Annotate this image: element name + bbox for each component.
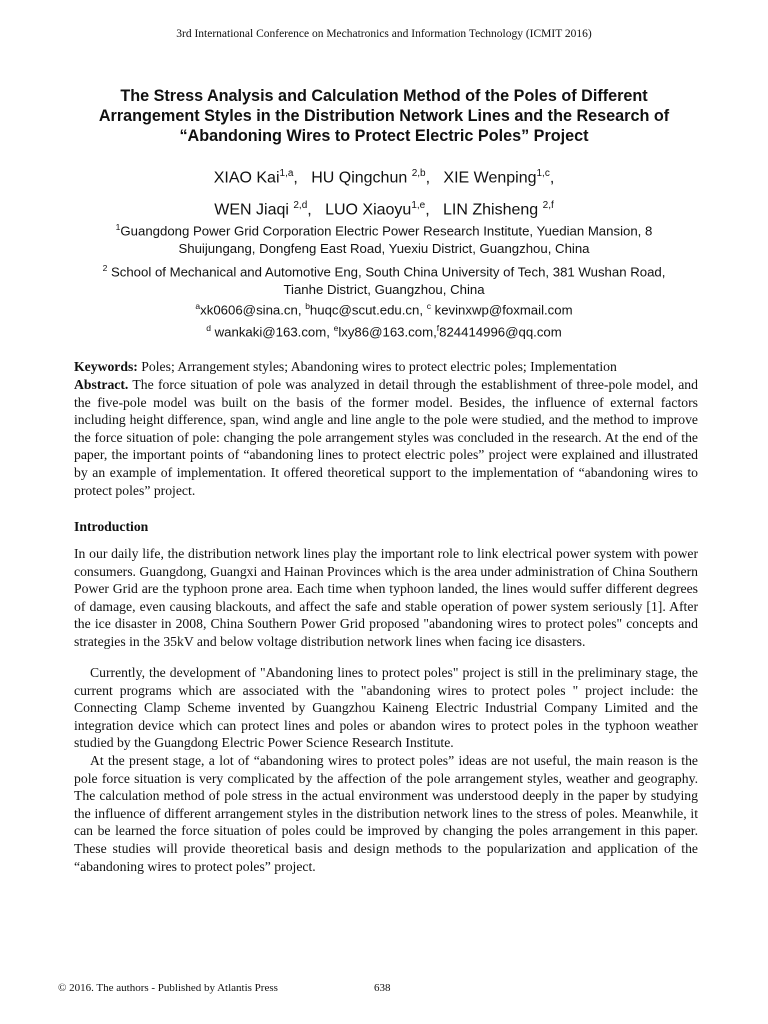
section-heading: Introduction <box>74 519 149 534</box>
email-sup: e <box>333 323 339 333</box>
author-name: XIAO Kai <box>213 169 280 187</box>
affiliation-sup: 1 <box>115 222 121 232</box>
title-line: The Stress Analysis and Calculation Method of the Poles of Different <box>120 87 648 105</box>
email-address: xk0606@sina.cn, <box>200 302 306 318</box>
email-sup: a <box>195 301 201 311</box>
affiliation-text: School of Mechanical and Automotive Eng, South China University of Tech, 381 Wushan Road, <box>107 264 666 280</box>
author-name: LUO Xiaoyu <box>325 201 412 219</box>
page-number: 638 <box>374 982 391 994</box>
email-address: lxy86@163.com, <box>338 324 437 340</box>
affiliation-text: Guangdong Power Grid Corporation Electric Power Research Institute, Yuedian Mansion, 8 <box>120 223 653 239</box>
keywords-label: Keywords: <box>74 359 138 374</box>
author-sup: 2,f <box>542 200 554 212</box>
author-name: HU Qingchun <box>311 169 408 187</box>
affiliation-sup: 2 <box>102 263 108 273</box>
author-line: XIAO Kai$^{1,a}$, HU Qingchun $^{2,b}$, XIE Wenping$^{1,c}$, <box>213 168 555 187</box>
paragraph: At the present stage, a lot of “abandoning wires to protect poles” ideas are not useful, the main reason is the pole force situation is very complicated by the affection of the pole arrangement styles, weather and geography. The calculation method of pole stress in the actual environment was understood deeply in the paper by studying the influence of different arrangement styles in the distribution network lines to the stress of poles. Meanwhile, it can be learned the force situation of poles could be improved by changing the poles arrangement in this paper. These studies will provide theoretical basis and design methods to the popularization and application of the “abandoning wires to protect poles” project. <box>74 753 698 874</box>
author-sup: 1,e <box>411 200 426 212</box>
author-sup: 2,d <box>293 200 308 212</box>
email-sup: d <box>206 323 211 333</box>
author-sup: 1,a <box>279 168 294 179</box>
conference-header: 3rd International Conference on Mechatronics and Information Technology (ICMIT 2016) <box>176 28 592 40</box>
author-sup: 1,c <box>536 168 550 179</box>
keywords-text: Poles; Arrangement styles; Abandoning wires to protect electric poles; Implementation <box>137 359 617 374</box>
copyright-footer: © 2016. The authors - Published by Atlantis Press <box>58 982 278 994</box>
abstract-text: The force situation of pole was analyzed in detail through the establishment of three-pole model, and the five-pole model was built on the basis of the former model. Besides, the influence of external factors including height difference, span, wind angle and line angle to the pole were studied, and the method to improve the force situation of pole: changing the pole arrangement styles was concluded in the research. At the end of the paper, the important points of “abandoning lines to protect electric poles” project were explained and illustrated by an example of implementation. It offered theoretical support to the implementation of “abandoning wires to protect poles” project. <box>74 377 698 498</box>
email-address: kevinxwp@foxmail.com <box>430 302 573 318</box>
paragraph: Currently, the development of "Abandoning lines to protect poles" project is still in the preliminary stage, the current programs which are associated with the "abandoning wires to protect poles " project include: the Connecting Clamp Scheme invented by Guangzhou Kaineng Electric Industrial Company Limited and the integration device which can protect lines and poles or abandon wires to protect poles in the typhoon weather studied by the Guangdong Electric Power Science Research Institute. <box>74 665 698 751</box>
affiliation-2 <box>40 259 728 299</box>
abstract <box>74 376 698 499</box>
author-name: WEN Jiaqi <box>214 201 289 219</box>
author-name: XIE Wenping <box>443 169 537 187</box>
author-sup: 2,b <box>411 168 426 179</box>
author-line: WEN Jiaqi $^{2,d}$, LUO Xiaoyu$^{1,e}$, LIN Zhisheng $^{2,f}$ <box>214 200 554 219</box>
paragraph: In our daily life, the distribution network lines play the important role to link electrical power system with power consumers. Guangdong, Guangxi and Hainan Provinces which is the area under administration of China Southern Power Grid are the typhoon prone area. Each time when typhoon landed, the lines would suffer different degrees of damage, even causing blackouts, and affect the safe and stable operation of power system seriously [1]. After the ice disaster in 2008, China Southern Power Grid proposed "abandoning wires to protect poles" concepts and strategies in the 35kV and below voltage distribution network lines when facing ice disasters. <box>74 546 698 649</box>
affiliation-line <box>40 218 728 240</box>
keywords <box>74 358 698 376</box>
affiliation-line <box>40 259 728 281</box>
affiliation-1 <box>40 218 728 258</box>
paper-title <box>40 86 728 146</box>
email-sup: b <box>305 301 310 311</box>
affiliation-line: Tianhe District, Guangzhou, China <box>283 282 485 298</box>
email-sup: f <box>436 323 440 333</box>
author-list <box>40 160 728 225</box>
email-sup: c <box>426 301 431 311</box>
title-line: “Abandoning Wires to Protect Electric Poles” Project <box>179 127 589 145</box>
affiliation-line: Shuijungang, Dongfeng East Road, Yuexiu District, Guangzhou, China <box>178 241 590 257</box>
title-line: Arrangement Styles in the Distribution Network Lines and the Research of <box>98 107 670 125</box>
author-name: LIN Zhisheng <box>443 201 539 219</box>
email-address: wankaki@163.com, <box>210 324 334 340</box>
abstract-label: Abstract. <box>74 377 129 392</box>
email-line-1 <box>40 297 728 319</box>
email-line-2 <box>40 319 728 341</box>
email-address: huqc@scut.edu.cn, <box>309 302 427 318</box>
email-address: 824414996@qq.com <box>439 324 562 340</box>
